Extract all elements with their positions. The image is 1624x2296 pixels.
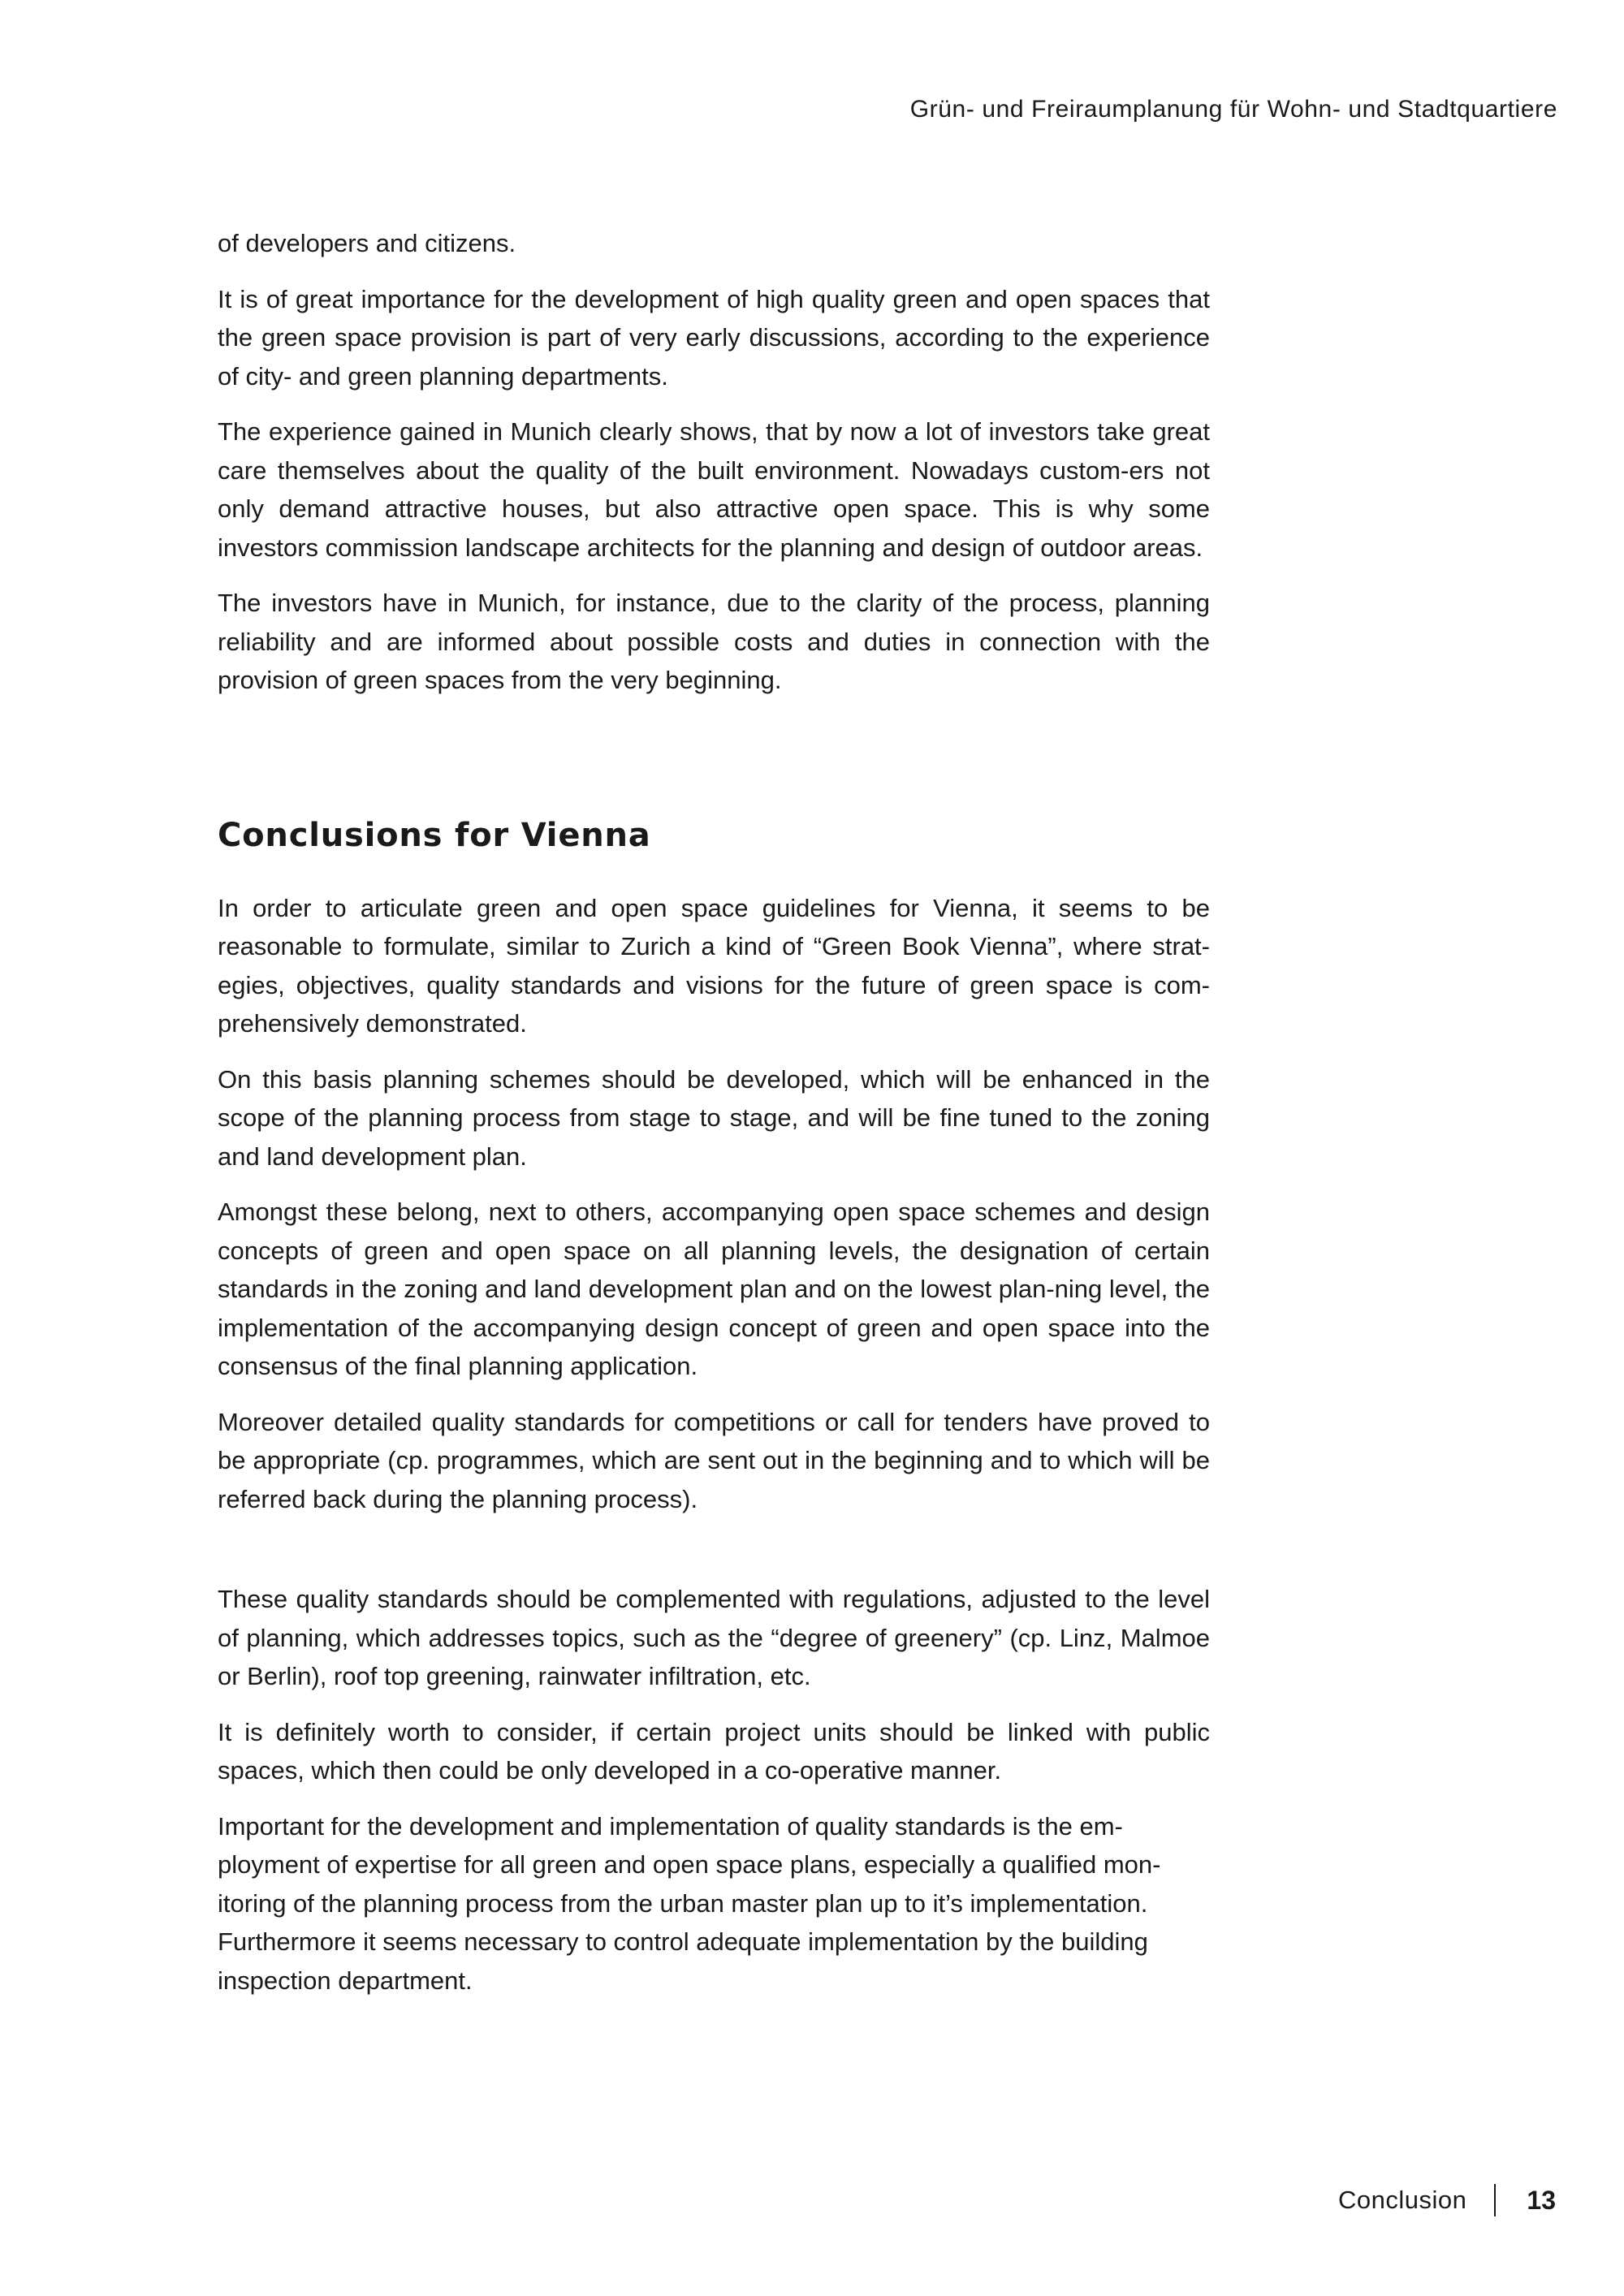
spacer [218, 717, 1210, 814]
paragraph: Important for the development and implementation of quality standards is the em-ployment of expertise for all green and open space plans, especially a qualified mon-itoring of the planning process from the urban master plan up to it’s implementation. Furthermore it seems necessary to control adequate implementation by the building inspection department. [218, 1811, 1161, 1995]
paragraph: On this basis planning schemes should be developed, which will be enhanced in the scope of the planning process from stage to stage, and will be fine tuned to the zoning and land development plan. [218, 1064, 1210, 1171]
page-number: 13 [1527, 2185, 1556, 2215]
main-content [218, 224, 1210, 2017]
paragraph: Moreover detailed quality standards for competitions or call for tenders have proved to be appropriate (cp. programmes, which are sent out in the beginning and to which will be referred back during the planning process). [218, 1407, 1210, 1513]
paragraph: These quality standards should be complemented with regulations, adjusted to the level of planning, which addresses topics, such as the “degree of greenery” (cp. Linz, Malmoe or Berlin), roof top greening, rainwater infiltration, etc. [218, 1585, 1210, 1690]
paragraph: It is of great importance for the development of high quality green and open spaces that the green space provision is part of very early discussions, according to the experience of city- and green planning departments. [218, 284, 1210, 391]
paragraph: The investors have in Munich, for instance, due to the clarity of the process, planning reliability and are informed about possible costs and duties in connection with the provision of green spaces from the very beginning. [218, 589, 1210, 694]
paragraph: In order to articulate green and open space guidelines for Vienna, it seems to be reasonable to formulate, similar to Zurich a kind of “Green Book Vienna”, where strat-egies, objectives, quality standards and visions for the future of green space is com-prehensively demonstrated. [218, 893, 1210, 1038]
running-header: Grün- und Freiraumplanung für Wohn- und Stadtquartiere [909, 96, 1557, 123]
footer-section-label: Conclusion [1338, 2186, 1467, 2214]
footer-divider [1494, 2184, 1496, 2216]
section-heading: Conclusions for Vienna [218, 816, 651, 854]
paragraph: Amongst these belong, next to others, accompanying open space schemes and design concepts of green and open space on all planning levels, the designation of certain standards in the zoning and land development plan and on the lowest plan-ning level, the implementation of the accompanying design concept of green and open space into the consensus of the final planning application. [218, 1198, 1210, 1380]
paragraph: The experience gained in Munich clearly shows, that by now a lot of investors take great care themselves about the quality of the built environment. Nowadays custom-ers not only demand attractive houses, but also attractive open space. This is why some investors commission landscape architects for the planning and design of outdoor areas. [218, 417, 1210, 562]
paragraph: It is definitely worth to consider, if certain project units should be linked with public spaces, which then could be only developed in a co-operative manner. [218, 1717, 1210, 1785]
spacer [218, 1535, 1210, 1580]
page-footer [1338, 2184, 1556, 2216]
paragraph: of developers and citizens. [218, 229, 516, 257]
